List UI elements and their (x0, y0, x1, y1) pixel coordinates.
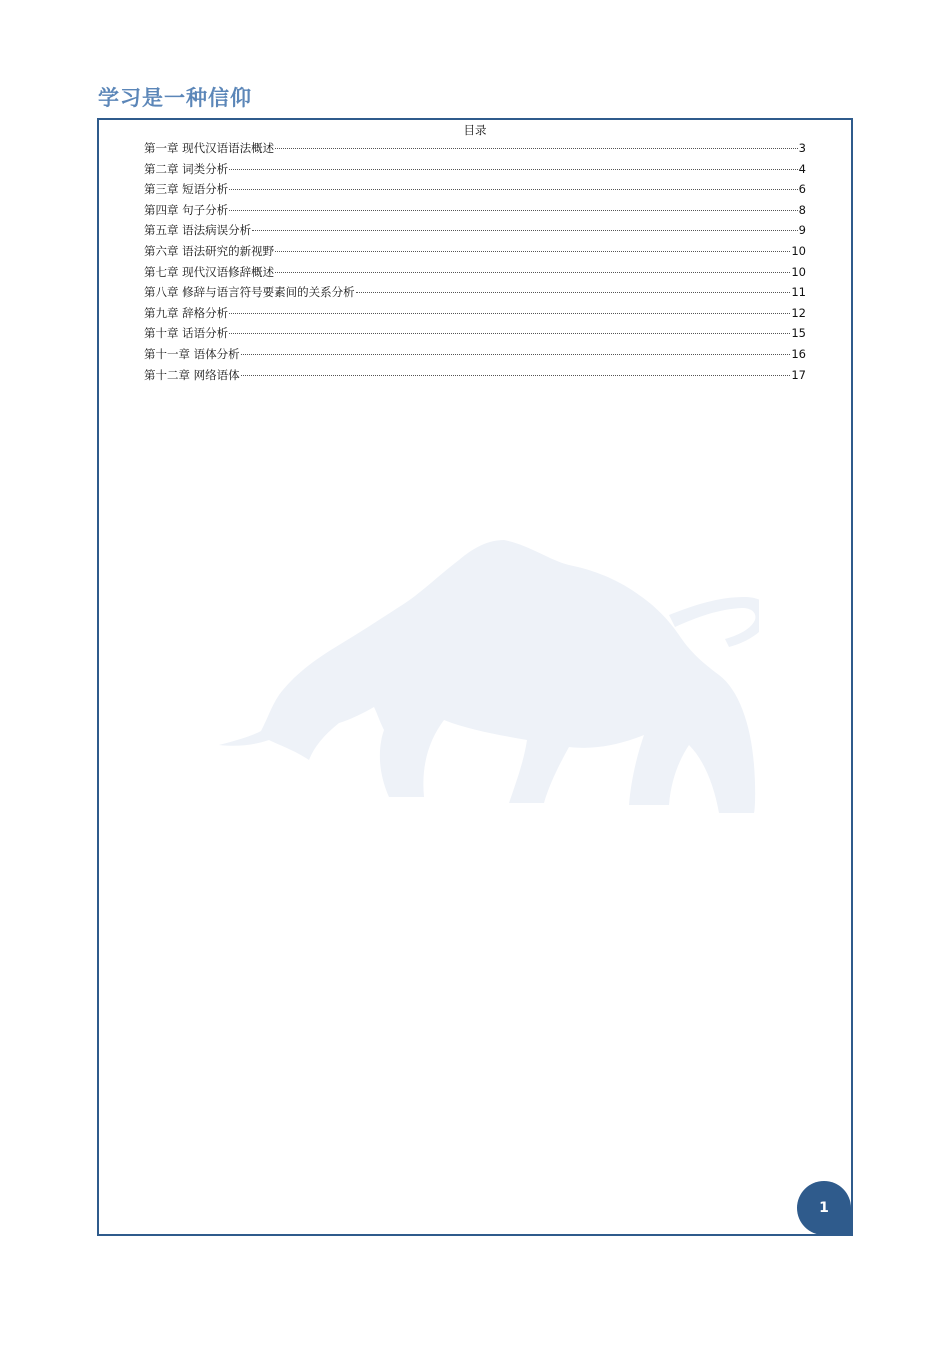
toc-entry-label: 第五章 语法病误分析 (144, 223, 252, 238)
toc-entry-page: 8 (798, 202, 806, 217)
toc-entry-label: 第九章 辞格分析 (144, 305, 229, 320)
toc-dot-leader (241, 354, 791, 355)
toc-entry-label: 第二章 词类分析 (144, 161, 229, 176)
toc-entry-label: 第四章 句子分析 (144, 202, 229, 217)
toc-entry-label: 第十章 话语分析 (144, 326, 229, 341)
toc-entry-label: 第八章 修辞与语言符号要素间的关系分析 (144, 285, 355, 300)
toc-dot-leader (229, 333, 790, 334)
toc-dot-leader (229, 169, 798, 170)
toc-entry-page: 15 (791, 326, 806, 341)
toc-entry-page: 17 (791, 367, 806, 382)
toc-entry-label: 第七章 现代汉语修辞概述 (144, 264, 275, 279)
toc-entry[interactable] (144, 325, 806, 346)
toc-entry-page: 16 (791, 346, 806, 361)
toc-dot-leader (229, 313, 790, 314)
toc-entry-page: 12 (791, 305, 806, 320)
toc-entry-page: 11 (791, 285, 806, 300)
toc-dot-leader (356, 292, 791, 293)
toc-dot-leader (275, 148, 798, 149)
toc-dot-leader (252, 230, 798, 231)
header-slogan: 学习是一种信仰 (98, 86, 252, 110)
page-frame (97, 118, 853, 1236)
toc-entry[interactable] (144, 264, 806, 285)
toc-dot-leader (229, 210, 798, 211)
toc-entry[interactable] (144, 181, 806, 202)
toc-entry[interactable] (144, 140, 806, 161)
toc-title: 目录 (463, 123, 487, 137)
toc-entry[interactable] (144, 161, 806, 182)
toc-dot-leader (229, 189, 798, 190)
toc-entry[interactable] (144, 222, 806, 243)
toc-entry[interactable] (144, 346, 806, 367)
toc-entry-label: 第十二章 网络语体 (144, 367, 240, 382)
toc-dot-leader (275, 272, 790, 273)
toc-entry-page: 10 (791, 243, 806, 258)
toc-entry-label: 第十一章 语体分析 (144, 346, 240, 361)
toc-entry-page: 3 (798, 141, 806, 155)
toc-list (144, 140, 806, 387)
toc-entry-page: 10 (791, 264, 806, 279)
page-number-badge (797, 1181, 851, 1235)
toc-entry-page: 4 (798, 161, 806, 176)
toc-entry[interactable] (144, 202, 806, 223)
toc-dot-leader (275, 251, 790, 252)
toc-dot-leader (241, 375, 791, 376)
page-number: 1 (819, 1200, 829, 1216)
toc-entry[interactable] (144, 284, 806, 305)
toc-entry-page: 6 (798, 182, 806, 197)
bull-watermark-icon (199, 535, 759, 815)
toc-entry[interactable] (144, 367, 806, 388)
toc-entry-label: 第三章 短语分析 (144, 182, 229, 197)
toc-entry-label: 第六章 语法研究的新视野 (144, 243, 275, 258)
toc-entry-label: 第一章 现代汉语语法概述 (144, 141, 275, 155)
toc-entry[interactable] (144, 243, 806, 264)
toc-entry-page: 9 (798, 223, 806, 238)
toc-entry[interactable] (144, 305, 806, 326)
